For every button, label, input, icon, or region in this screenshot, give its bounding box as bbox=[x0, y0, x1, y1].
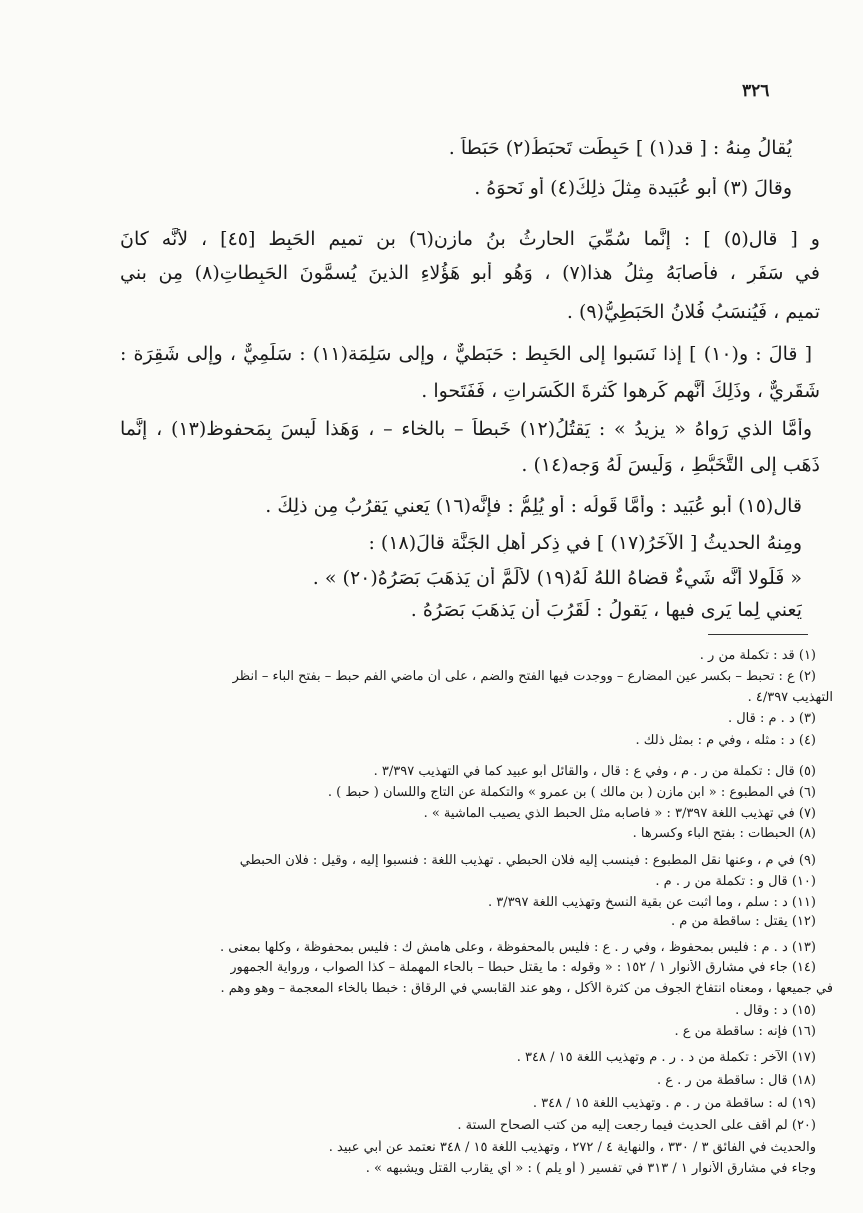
text-line: يَعني لِما يَرى فيها ، يَقولُ : لَقَرُبَ أَن يَذهَبَ بَصَرُهُ . bbox=[410, 599, 802, 621]
text-line: يُقالُ مِنهُ : [ قد(١) ] حَبِطَت تَحبَطُ(٢) حَبَطاً . bbox=[448, 137, 792, 159]
footnote: (١٢) يقتل : ساقطة من م . bbox=[671, 914, 816, 929]
text-line: [ قالَ : و(١٠) ] إذا نَسَبوا إلى الحَبِط : حَبَطيٌّ ، وإلى سَلِمَة(١١) : سَلَمِيٌّ ، وإلى شَقِرَة : bbox=[120, 343, 812, 365]
footnote: (٧) في تهذيب اللغة ٣/٣٩٧ : « فأصابه مثل الحبط الذي يصيب الماشية » . bbox=[423, 806, 816, 821]
footnote: (١٥) د : وقال . bbox=[735, 1003, 816, 1018]
footnote: والحديث في الفائق ٣ / ٣٣٠ ، والنهاية ٤ / ٢٧٢ ، وتهذيب اللغة ١٥ / ٣٤٨ نعتمد عن أبي عبيد . bbox=[328, 1140, 816, 1155]
footnote: (١٦) فإنه : ساقطة من ع . bbox=[674, 1024, 816, 1039]
footnote: (٢٠) لم أقف على الحديث فيما رجعت إليه من كتب الصحاح الستة . bbox=[457, 1118, 816, 1133]
text-line: شَقَرِيٌّ ، وذَلِكَ أَنَّهم كَرِهوا كَثرةَ الكَسَراتِ ، فَفَتَحوا . bbox=[421, 380, 820, 402]
text-line: « فَلَولا أنَّه شَيءٌ قضاهُ اللهُ لَهُ(١٩) لأَلَمَّ أَن يَذهَبَ بَصَرُهُ(٢٠) » . bbox=[312, 567, 802, 589]
footnote-separator bbox=[708, 634, 808, 635]
text-line: تميم ، فَيُنسَبُ فُلانُ الحَبَطِيُّ(٩) . bbox=[566, 301, 820, 323]
text-line: في سَفَرٍ ، فأصابَهُ مِثلُ هذا(٧) ، وَهُو أَبو هَؤُلاءِ الذينَ يُسمَّونَ الحَبِطاتِ(٨) مِن بني bbox=[120, 262, 820, 284]
text-line: وأمَّا الذي رَواهُ « يزيدُ » : يَقتُلُ(١٢) خَبطاً – بالخاء – ، وَهَذا لَيسَ بِمَحفوظ(١٣) ، إنَّما bbox=[120, 418, 812, 440]
footnote: في جميعها ، ومعناه انتفاخ الجوف من كثرة الأكل ، وهو عند القابسي في الرقاق : خبطا بالخاء المعجمة – وهو وهم . bbox=[220, 981, 833, 996]
footnote: (٢) ع : تحبط – بكسر عين المضارع – ووجدت فيها الفتح والضم ، على أن ماضي الفم حبط – بفتح الباء – انظر bbox=[232, 669, 816, 684]
footnote: التهذيب ٤/٣٩٧ . bbox=[747, 690, 833, 705]
footnote: (١٩) له : ساقطة من ر . م . وتهذيب اللغة ١٥ / ٣٤٨ . bbox=[532, 1096, 816, 1111]
text-line: ومِنهُ الحديثُ [ الآخَرُ(١٧) ] في ذِكرِ أهلِ الجَنَّة قالَ(١٨) : bbox=[368, 532, 802, 554]
text-line: و [ قال(٥) ] : إنَّما سُمِّيَ الحارثُ بنُ مازِن(٦) بن تميم الحَبِط [٤٥] ، لأنَّه كانَ bbox=[120, 228, 820, 250]
footnote: (٨) الحبطات : بفتح الباء وكسرها . bbox=[632, 826, 816, 841]
footnote: (١٨) قال : ساقطة من ر . ع . bbox=[656, 1073, 816, 1088]
footnote: (٣) د . م : قال . bbox=[727, 711, 816, 726]
footnote: (١) قد : تكملة من ر . bbox=[699, 648, 816, 663]
text-line: قال(١٥) أبو عُبَيد : وأمَّا قَولُه : أو يُلِمُّ : فإنَّه(١٦) يَعني يَقرُبُ مِن ذلِكَ . bbox=[265, 495, 802, 517]
footnote: (١١) د : سلم ، وما أثبت عن بقية النسخ وتهذيب اللغة ٣/٣٩٧ . bbox=[487, 895, 816, 910]
footnote: (٥) قال : تكملة من ر . م ، وفي ع : قال ، والقائل أبو عبيد كما في التهذيب ٣/٣٩٧ . bbox=[373, 764, 816, 779]
footnote: (١٧) الآخر : تكملة من د . ر . م وتهذيب اللغة ١٥ / ٣٤٨ . bbox=[516, 1050, 816, 1065]
footnote: (١٠) قال و : تكملة من ر . م . bbox=[655, 874, 816, 889]
text-line: وقالَ (٣) أبو عُبَيدة مِثلَ ذلِكَ(٤) أو نَحوَهُ . bbox=[474, 177, 792, 199]
footnote: وجاء في مشارق الأنوار ١ / ٣١٣ في تفسير ( أو يلم ) : « أي يقارب القتل ويشبهه » . bbox=[365, 1161, 816, 1176]
footnote: (٤) د : مثله ، وفي م : بمثل ذلك . bbox=[635, 733, 816, 748]
footnote: (١٣) د . م : فليس بمحفوظ ، وفي ر . ع : فليس بالمحفوظة ، وعلى هامش ك : فليس بمحفوظة ، وكلها بمعنى . bbox=[220, 940, 816, 955]
footnote: (٦) في المطبوع : « ابن مازن ( بن مالك ) بن عمرو » والتكملة عن التاج واللسان ( حبط ) . bbox=[327, 785, 816, 800]
footnote: (١٤) جاء في مشارق الأنوار ١ / ١٥٢ : « وقوله : ما يقتل حبطا – بالحاء المهملة – كذا الصواب ، ورواية الجمهور bbox=[230, 960, 816, 975]
text-line: ذَهَب إلى التَّخَبُّطِ ، وَلَيسَ لَهُ وَجه(١٤) . bbox=[521, 454, 820, 476]
footnote: (٩) في م ، وعنها نقل المطبوع : فينسب إليه فلان الحبطي . تهذيب اللغة : فنسبوا إليه ، وقيل : فلان الحبطي bbox=[239, 853, 816, 868]
page-number: ٣٢٦ bbox=[742, 81, 770, 101]
